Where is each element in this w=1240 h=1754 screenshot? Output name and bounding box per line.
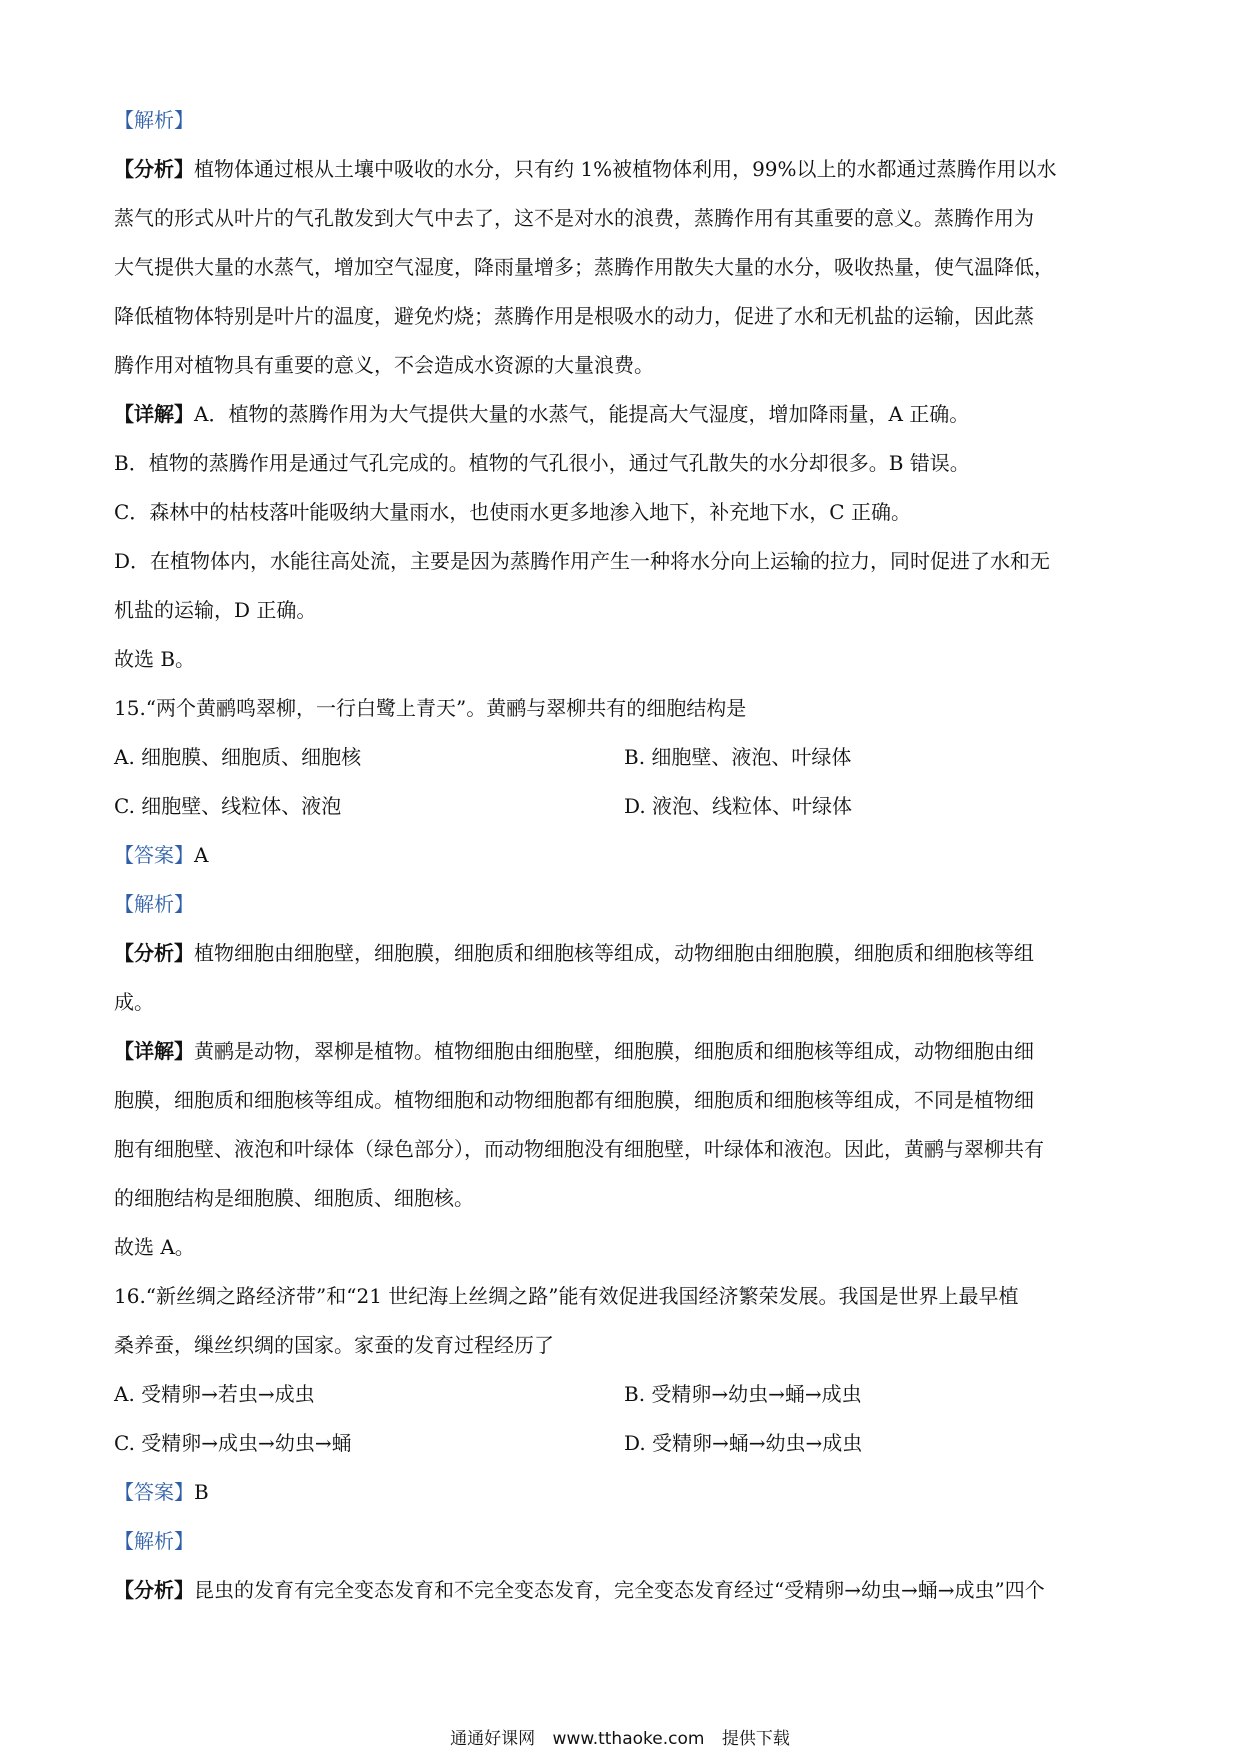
analysis-heading: 【解析】 — [114, 892, 194, 916]
option-a: A. 细胞膜、细胞质、细胞核 — [114, 745, 362, 769]
fenxi-line: 【分析】植物细胞由细胞壁，细胞膜，细胞质和细胞核等组成，动物细胞由细胞膜，细胞质和细胞核等组 — [114, 941, 1034, 965]
xiangjie-tag: 【详解】 — [114, 1039, 194, 1063]
fenxi-line: 成。 — [114, 990, 154, 1014]
analysis-heading: 【解析】 — [114, 108, 194, 132]
xiangjie-line: C．森林中的枯枝落叶能吸纳大量雨水，也使雨水更多地渗入地下，补充地下水，C 正确。 — [114, 500, 911, 524]
conclusion: 故选 B。 — [114, 647, 196, 671]
document-page — [114, 96, 1134, 1615]
answer-tag: 【答案】 — [114, 843, 194, 867]
fenxi-tag: 【分析】 — [114, 157, 194, 181]
option-d: D. 受精卵→蛹→幼虫→成虫 — [624, 1431, 863, 1455]
xiangjie-line: 机盐的运输，D 正确。 — [114, 598, 317, 622]
question-16-stem: 16.“新丝绸之路经济带”和“21 世纪海上丝绸之路”能有效促进我国经济繁荣发展。我国是世界上最早植 — [114, 1284, 1019, 1308]
fenxi-tag: 【分析】 — [114, 1578, 194, 1602]
option-a: A. 受精卵→若虫→成虫 — [114, 1382, 315, 1406]
option-d: D. 液泡、线粒体、叶绿体 — [624, 794, 853, 818]
answer-value: A — [194, 843, 209, 867]
answer-line — [114, 1468, 1134, 1517]
question-15-stem: 15.“两个黄鹂鸣翠柳，一行白鹭上青天”。黄鹂与翠柳共有的细胞结构是 — [114, 696, 747, 720]
page-footer — [0, 1724, 1240, 1749]
footer-url[interactable]: www.tthaoke.com — [552, 1729, 705, 1749]
fenxi-line: 【分析】植物体通过根从土壤中吸收的水分，只有约 1%被植物体利用，99%以上的水都通过蒸腾作用以水 — [114, 157, 1057, 181]
fenxi-line: 大气提供大量的水蒸气，增加空气湿度，降雨量增多；蒸腾作用散失大量的水分，吸收热量，使气温降低， — [114, 255, 1054, 279]
question-15-options-row — [114, 782, 1134, 831]
xiangjie-line: 【详解】黄鹂是动物，翠柳是植物。植物细胞由细胞壁，细胞膜，细胞质和细胞核等组成，动物细胞由细 — [114, 1039, 1034, 1063]
xiangjie-line: 胞膜，细胞质和细胞核等组成。植物细胞和动物细胞都有细胞膜，细胞质和细胞核等组成，不同是植物细 — [114, 1088, 1034, 1112]
conclusion: 故选 A。 — [114, 1235, 195, 1259]
footer-note: 提供下载 — [721, 1729, 790, 1749]
option-b: B. 细胞壁、液泡、叶绿体 — [624, 745, 852, 769]
analysis-heading: 【解析】 — [114, 1529, 194, 1553]
question-16-stem: 桑养蚕，缫丝织绸的国家。家蚕的发育过程经历了 — [114, 1333, 554, 1357]
option-c: C. 细胞壁、线粒体、液泡 — [114, 794, 342, 818]
fenxi-line: 【分析】昆虫的发育有完全变态发育和不完全变态发育，完全变态发育经过“受精卵→幼虫→蛹→成虫”四个 — [114, 1578, 1045, 1602]
xiangjie-line: B．植物的蒸腾作用是通过气孔完成的。植物的气孔很小，通过气孔散失的水分却很多。B 错误。 — [114, 451, 970, 475]
xiangjie-tag: 【详解】 — [114, 402, 194, 426]
answer-value: B — [194, 1480, 209, 1504]
option-c: C. 受精卵→成虫→幼虫→蛹 — [114, 1431, 352, 1455]
question-16-options-row — [114, 1370, 1134, 1419]
answer-tag: 【答案】 — [114, 1480, 194, 1504]
fenxi-tag: 【分析】 — [114, 941, 194, 965]
option-b: B. 受精卵→幼虫→蛹→成虫 — [624, 1382, 862, 1406]
xiangjie-line: 【详解】A．植物的蒸腾作用为大气提供大量的水蒸气，能提高大气湿度，增加降雨量，A 正确。 — [114, 402, 970, 426]
fenxi-line: 腾作用对植物具有重要的意义，不会造成水资源的大量浪费。 — [114, 353, 654, 377]
fenxi-line: 降低植物体特别是叶片的温度，避免灼烧；蒸腾作用是根吸水的动力，促进了水和无机盐的运输，因此蒸 — [114, 304, 1034, 328]
xiangjie-line: 的细胞结构是细胞膜、细胞质、细胞核。 — [114, 1186, 474, 1210]
xiangjie-line: D．在植物体内，水能往高处流，主要是因为蒸腾作用产生一种将水分向上运输的拉力，同时促进了水和无 — [114, 549, 1051, 573]
question-16-options-row — [114, 1419, 1134, 1468]
fenxi-line: 蒸气的形式从叶片的气孔散发到大气中去了，这不是对水的浪费，蒸腾作用有其重要的意义。蒸腾作用为 — [114, 206, 1034, 230]
question-15-options-row — [114, 733, 1134, 782]
xiangjie-line: 胞有细胞壁、液泡和叶绿体（绿色部分），而动物细胞没有细胞壁，叶绿体和液泡。因此，黄鹂与翠柳共有 — [114, 1137, 1044, 1161]
footer-site-name: 通通好课网 — [450, 1729, 536, 1749]
answer-line — [114, 831, 1134, 880]
